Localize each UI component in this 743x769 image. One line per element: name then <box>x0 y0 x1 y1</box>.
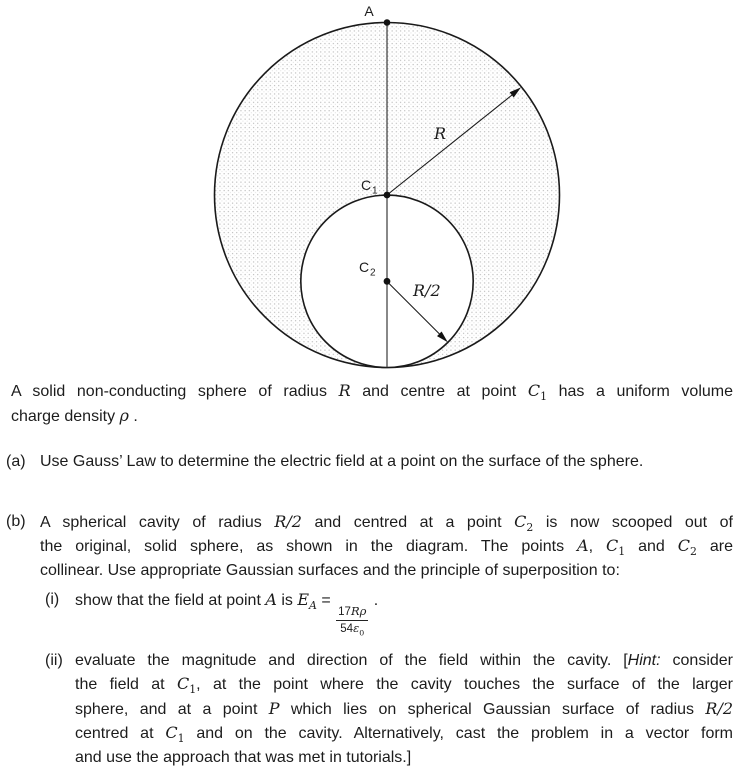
point-C2-dot <box>384 278 391 285</box>
item-a-text <box>40 450 733 474</box>
fraction: $\frac{17R\rho}{54\varepsilon_0}$ <box>335 604 369 637</box>
subitem-i-label: (i) <box>42 588 75 637</box>
item-b-paragraph <box>40 510 733 583</box>
text-line: the original, solid sphere, as shown in the diagram. The points A, $C_1$ and $C_2$ are <box>40 534 733 559</box>
item-b-label: (b) <box>6 510 40 769</box>
text-line: A spherical cavity of radius R/2 and centred at a point $C_2$ is now scooped out of <box>40 510 733 535</box>
subitem-i <box>42 588 733 637</box>
label-C1-subscript: 1 <box>372 186 378 197</box>
text-line: Use Gauss’ Law to determine the electric field at a point on the surface of the sphere. <box>40 450 733 474</box>
label-point-A: A <box>364 3 374 19</box>
point-C1-dot <box>384 192 391 199</box>
text-line: sphere, and at a point P which lies on spherical Gaussian surface of radius R/2 <box>75 697 733 722</box>
text-line: show that the field at point A is $E_A$ = $\frac{17R\rho}{54\varepsilon_0}$ . <box>75 588 733 637</box>
label-radius-R2: R/2 <box>412 281 441 300</box>
label-radius-R: R <box>433 124 446 143</box>
label-C2-subscript: 2 <box>370 268 376 279</box>
text-line: collinear. Use appropriate Gaussian surfaces and the principle of superposition to: <box>40 559 733 583</box>
text-line: the field at $C_1$, at the point where the cavity touches the surface of the larger <box>75 672 733 697</box>
sphere-cavity-diagram <box>0 0 743 372</box>
subitem-ii-label: (ii) <box>42 649 75 769</box>
item-a <box>6 450 733 474</box>
subitem-i-text <box>75 588 733 637</box>
item-b-text <box>40 510 733 769</box>
subitem-ii-text <box>75 649 733 769</box>
text-line: centred at $C_1$ and on the cavity. Alternatively, cast the problem in a vector form <box>75 721 733 746</box>
item-b <box>6 510 733 769</box>
subitem-ii <box>42 649 733 769</box>
label-C1: C <box>361 177 371 193</box>
text-line: charge density ρ . <box>11 404 733 429</box>
problem-text-column <box>0 379 743 769</box>
intro-paragraph <box>11 379 733 428</box>
text-line: A solid non-conducting sphere of radius R and centre at point $C_1$ has a uniform volume <box>11 379 733 404</box>
point-A-dot <box>384 19 391 26</box>
text-line: and use the approach that was met in tutorials.] <box>75 746 733 769</box>
text-line: evaluate the magnitude and direction of the field within the cavity. [Hint: consider <box>75 649 733 673</box>
label-C2: C <box>359 259 369 275</box>
item-a-label: (a) <box>6 450 40 474</box>
